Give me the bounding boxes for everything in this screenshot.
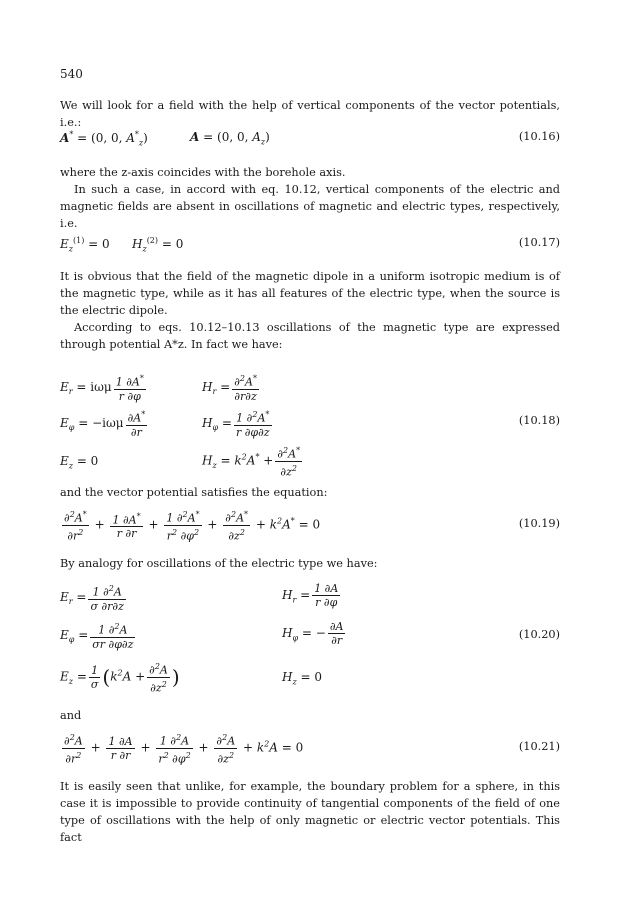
paragraph-z-axis: where the z-axis coincides with the borehole axis.: [60, 166, 346, 179]
eq-number: (10.18): [518, 414, 560, 427]
paragraph-magnetic-dipole: It is obvious that the field of the magnetic dipole in a uniform isotropic medium is of the magnetic type, while as it has all features of the electric type, when the source is the electric dipole.: [60, 270, 560, 317]
paragraph-magnetic-type: According to eqs. 10.12–10.13 oscillations of the magnetic type are expressed through potential A*z. In fact we have:: [60, 321, 560, 351]
equation-10-21: $\frac{\partial^2A}{\partial r^2}$ + $\frac{1 \partial A}{r \partial r}$ + $\frac{1 \partial^2A}{r^2 \partial\varphi^2}$ + $\frac{\partial^2A}{\partial z^2}$ + $k^2A = 0$ (10.21): [64, 733, 560, 766]
equation-10-18: $E_r = i\omega\mu$ $\frac{1 \partial A^*}{r \partial\varphi}$ $H_r$ = $\frac{\partial^2A^*}{\partial r\partial z}$ $E_\varphi = -i\omega\mu$ $\frac{\partial A^*}{\partial r}$ $H_\varphi$ = $\frac{1 \partial^2A^*}{r \partial\varphi\partial z}$ $E_z = 0$ $H_z = k^2A^*$ + $\frac{\partial^2A^*}{\partial z^2}$ (10.18): [60, 374, 560, 479]
paragraph-electric-type: By analogy for oscillations of the electric type we have:: [60, 557, 378, 570]
eq17-left: $E_z^{(1)} = 0$: [60, 236, 110, 254]
equation-10-19: $\frac{\partial^2A^*}{\partial r^2}$ + $\frac{1 \partial A^*}{r \partial r}$ + $\frac{1 \partial^2A^*}{r^2 \partial\varphi^2}$ + $\frac{\partial^2A^*}{\partial z^2}$ + $k^2A^* = 0$ (10.19): [64, 510, 560, 543]
equation-10-20: $E_r$ = $\frac{1 \partial^2A}{\sigma \partial r\partial z}$ $H_r$ = $\frac{1 \partial A}{r \partial\varphi}$ $E_\varphi$ = $\frac{1 \partial^2A}{\sigma r \partial\varphi\partial z}$ $H_\varphi$ = − $\frac{\partial A}{\partial r}$ $E_z$ = $\frac{1}{\sigma}$ ($k^2A$ + $\frac{\partial^2A}{\partial z^2}$ ) $H_z = 0$ (10.20): [60, 582, 560, 695]
eq16-right: A = (0, 0, $A_z$): [190, 130, 270, 147]
eq-number: (10.16): [518, 130, 560, 143]
paragraph-vertical-components: In such a case, in accord with eq. 10.12, vertical components of the electric and magnetic fields are absent in oscillations of magnetic and electric types, respectively, i.e.: [60, 183, 560, 230]
eq-number: (10.17): [518, 236, 560, 249]
eq17-right: $H_z^{(2)} = 0$: [132, 236, 184, 254]
paragraph-boundary-problem: It is easily seen that unlike, for example, the boundary problem for a sphere, in this case it is impossible to provide continuity of tangential components of the field of one type of oscillations with the help of only magnetic or electric vector potentials. This fact: [60, 780, 560, 844]
eq-number: (10.20): [518, 628, 560, 641]
page-number: 540: [60, 67, 83, 81]
eq-number: (10.21): [518, 740, 560, 753]
eq-number: (10.19): [518, 517, 560, 530]
paragraph-and: and: [60, 709, 82, 722]
equation-10-17: [60, 236, 560, 256]
paragraph-intro: We will look for a field with the help of vertical components of the vector potentials, i.e.:: [60, 99, 560, 129]
eq16-left: A* = (0, 0, $A^*_z$): [60, 130, 148, 148]
paragraph-vector-potential: and the vector potential satisfies the equation:: [60, 486, 328, 499]
equation-10-16: [60, 130, 560, 150]
